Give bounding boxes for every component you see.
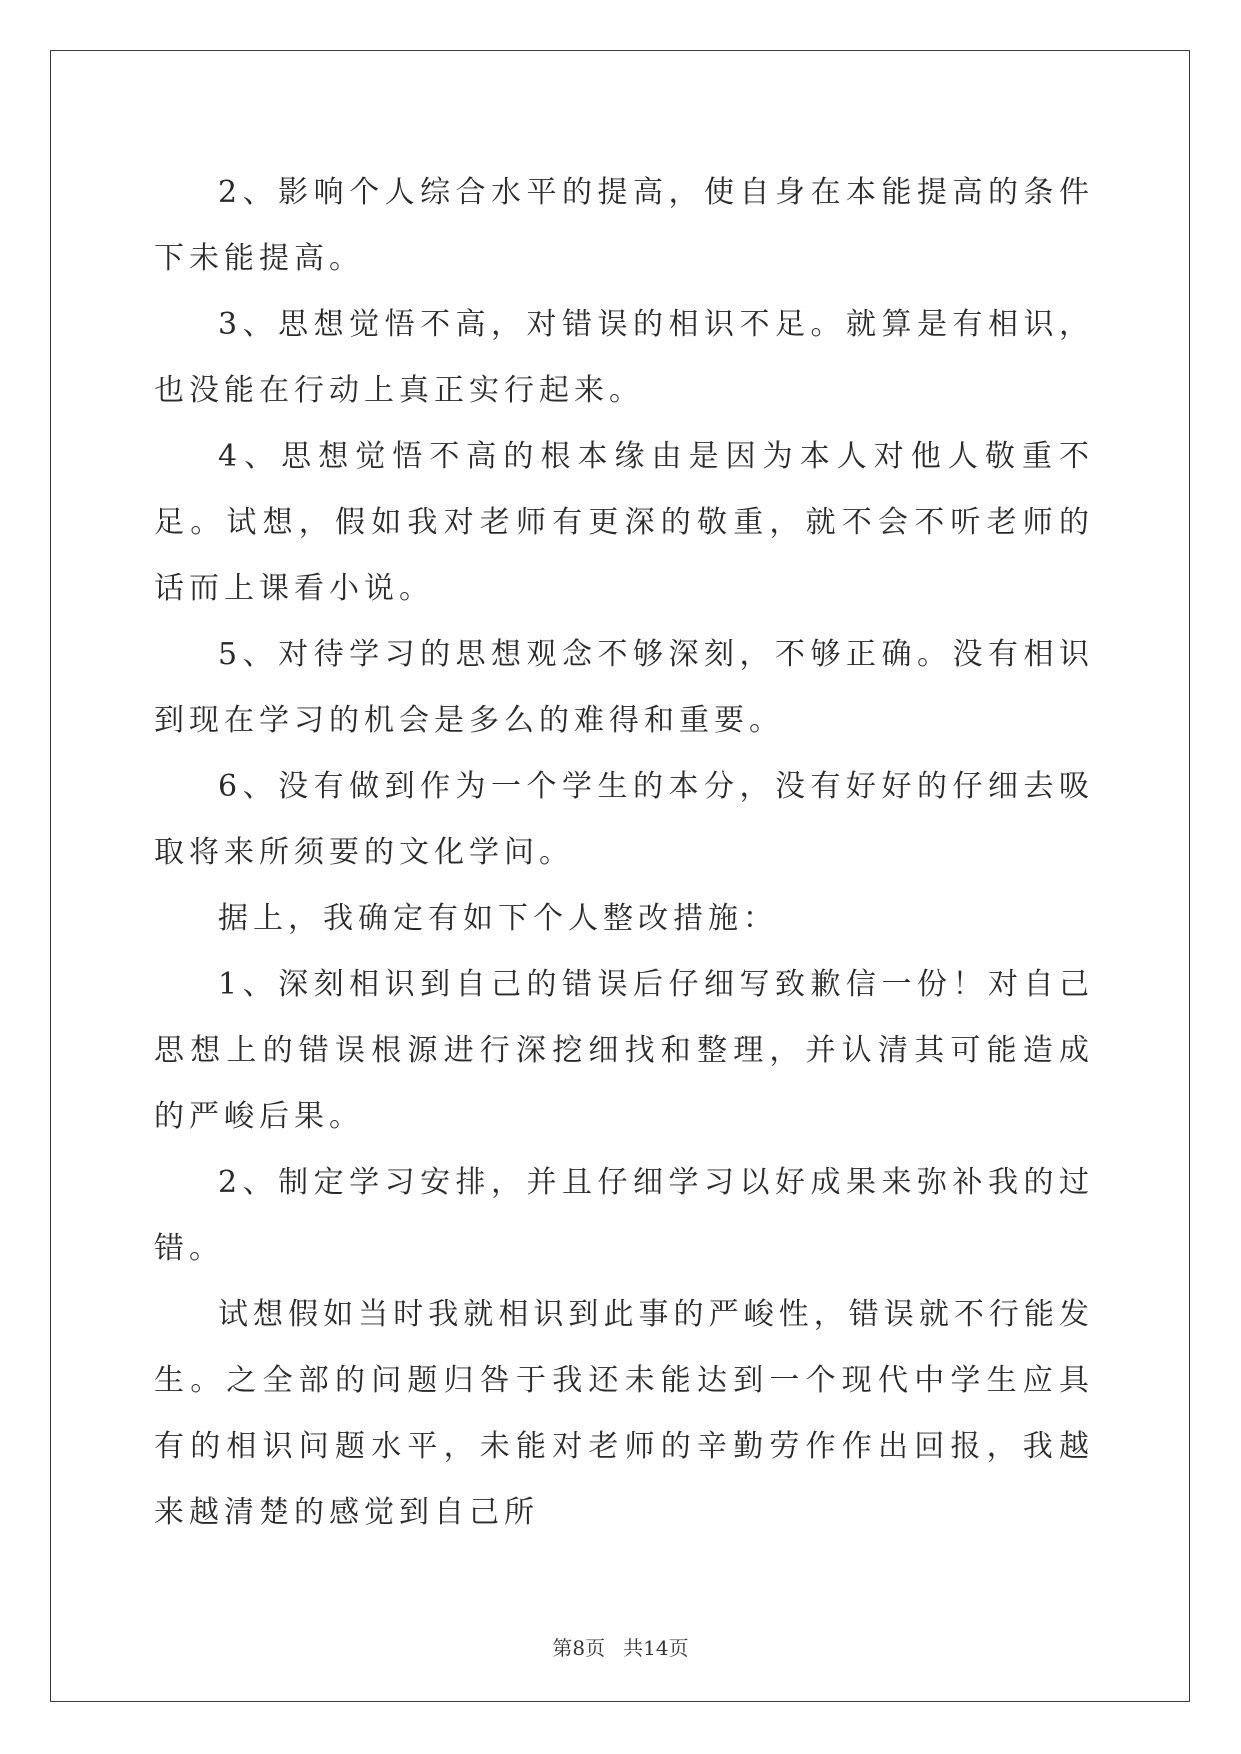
paragraph-8: 2、制定学习安排，并且仔细学习以好成果来弥补我的过错。 (154, 1165, 1094, 1266)
paragraph-9: 试想假如当时我就相识到此事的严峻性，错误就不行能发生。之全部的问题归咎于我还未能达到一个现代中学生应具有的相识问题水平，未能对老师的辛勤劳作作出回报，我越来越清楚的感觉到自己所 (154, 1297, 1094, 1530)
page-number: 第8页 (552, 1636, 606, 1660)
page-footer (0, 1632, 1241, 1661)
paragraph-1: 2、影响个人综合水平的提高，使自身在本能提高的条件下未能提高。 (154, 175, 1094, 276)
paragraph-5: 6、没有做到作为一个学生的本分，没有好好的仔细去吸取将来所须要的文化学问。 (154, 769, 1094, 870)
document-body (154, 160, 1094, 1546)
paragraph-3: 4、思想觉悟不高的根本缘由是因为本人对他人敬重不足。试想，假如我对老师有更深的敬重，就不会不听老师的话而上课看小说。 (154, 439, 1094, 606)
paragraph-2: 3、思想觉悟不高，对错误的相识不足。就算是有相识，也没能在行动上真正实行起来。 (154, 307, 1094, 408)
paragraph-6: 据上，我确定有如下个人整改措施： (218, 901, 778, 936)
page-total: 共14页 (623, 1636, 689, 1660)
paragraph-4: 5、对待学习的思想观念不够深刻，不够正确。没有相识到现在学习的机会是多么的难得和重要。 (154, 637, 1094, 738)
paragraph-7: 1、深刻相识到自己的错误后仔细写致歉信一份！对自己思想上的错误根源进行深挖细找和整理，并认清其可能造成的严峻后果。 (154, 967, 1094, 1134)
